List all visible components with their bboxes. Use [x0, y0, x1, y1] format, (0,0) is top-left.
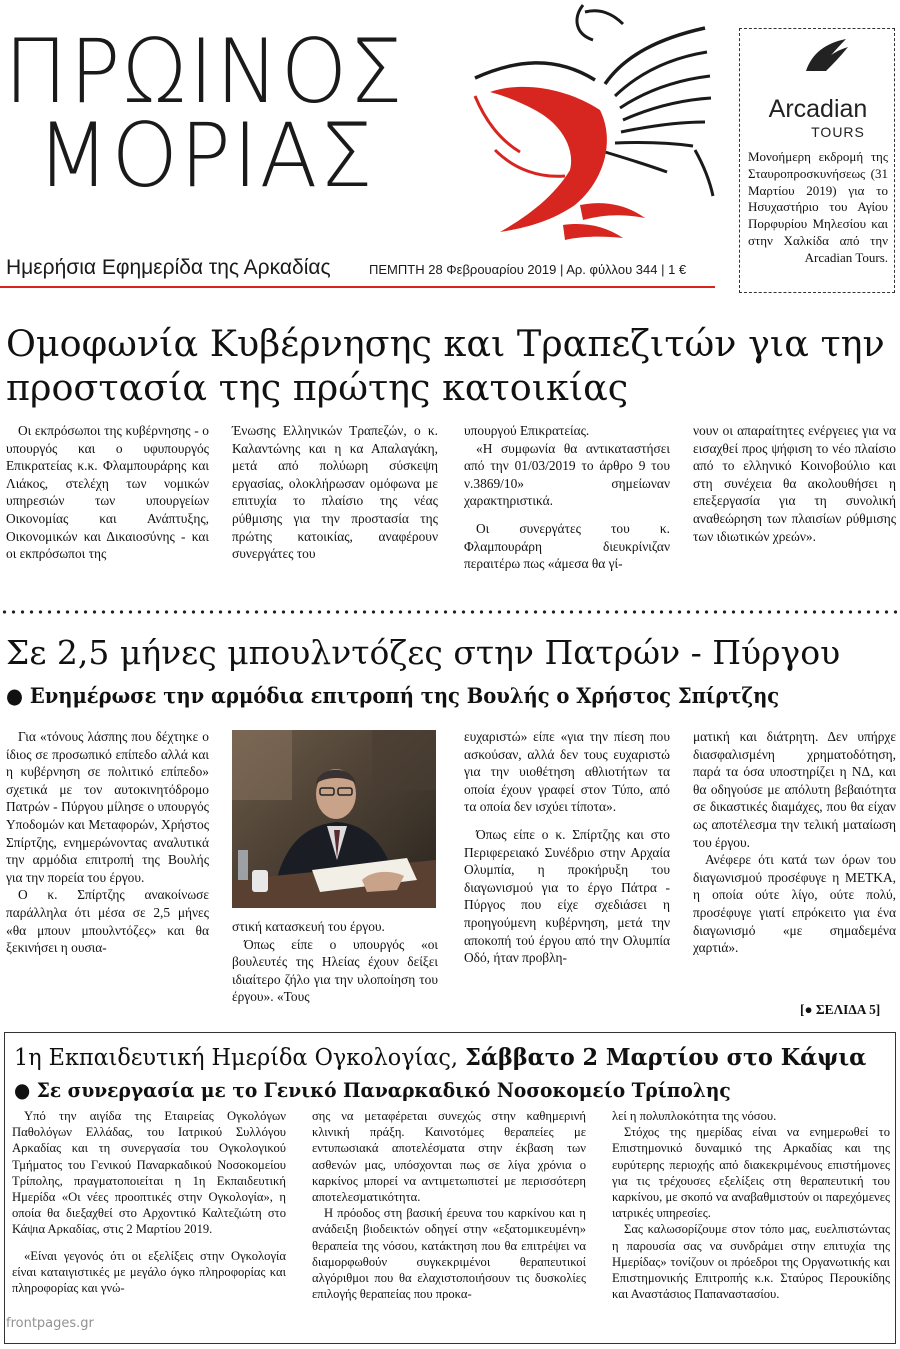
article1-col1: [6, 422, 209, 563]
article2-col1: [6, 728, 209, 957]
ad-brand-sub: TOURS: [811, 124, 865, 140]
article3-col3-a: λεί η πολυπλοκότητα της νόσου.: [612, 1109, 777, 1123]
article3-col3-c: Σας καλωσορίζουμε στον τόπο μας, ευελπιστώντας η παρουσία σας να συνδράμει στην επιτυχία της Ημερίδας» τονίζουν οι πρόεδροι της Οργανωτικής και Επιστημονικής Επιτροπής κ.κ. Σταύρος Περουκίδης και Αναστάσιος Παπαναστασίου.: [612, 1222, 890, 1302]
article3-col3: [612, 1108, 890, 1302]
ad-brand: Arcadian: [768, 95, 868, 123]
article2-col3: [464, 728, 670, 967]
arcadian-leaf-icon: [802, 37, 850, 73]
article3-headline: [14, 1040, 866, 1074]
masthead-title-line1: ΠΡΩΙΝΟΣ: [4, 20, 405, 123]
ad-text: Μονοήμερη εκδρομή της Σταυροπροσκυνήσεως (31 Μαρτίου 2019) για το Ησυχαστήριο του Αγίου Πορφυρίου Μηλεσίου και στην Χαλκίδα από την Arcadian Tours.: [748, 149, 888, 265]
article1-col1-text: Οι εκπρόσωποι της κυβέρνησης - ο υπουργός και ο υφυπουργός Επικρατείας κ.κ. Φλαμπουράρης και Λιάκος, στελέχη των νομικών υπηρεσιών των υπουργείων Οικονομίας και Ανάπτυξης, Οικονομικών και Δικαιοσύνης - και οι εκπρόσωποι της: [6, 423, 209, 562]
article3-headline-part2: Σάββατο 2 Μαρτίου στο Κάψια: [465, 1043, 867, 1071]
article2-headline: Σε 2,5 μήνες μπουλντόζες στην Πατρών - Πύργου: [6, 633, 841, 672]
article1-col2-text: Ένωσης Ελληνικών Τραπεζών, ο κ. Καλαντώνης και η κα Απαλαγάκη, μετά από πολύωρη σύσκεψη εργασίας, ολοκλήρωσαν ομόφωνα με επιτυχία το πλαίσιο της νέας ρύθμισης για την προστασία της πρώτης κατοικίας, αναφέρουν συνεργάτες του: [232, 423, 438, 562]
article3-col2-b: Η πρόοδος στη βασική έρευνα του καρκίνου και η ανάδειξη βιοδεικτών οδηγεί στην «εξατομικευμένη» θεραπεία της νόσου, κατάκτηση που θα επιτρέψει να διαμορφωθούν συγκεκριμένοι θεραπευτικοί αλγόριθμοι που θα ελαχιστοποιήσουν τις δυσκολίες επιλογής θεραπείας που προκα-: [312, 1206, 586, 1302]
article3-headline-part1: 1η Εκπαιδευτική Ημερίδα Ογκολογίας,: [14, 1043, 466, 1071]
article1-col4: [693, 422, 896, 545]
bird-logo-icon: [455, 0, 725, 245]
article2-subheadline: ● Ενημέρωσε την αρμόδια επιτροπή της Βουλής ο Χρήστος Σπίρτζης: [6, 683, 780, 708]
frontpages-watermark: frontpages.gr: [6, 1316, 94, 1331]
article3-col2: [312, 1108, 586, 1302]
article2-col1-a: Για «τόνους λάσπης που δέχτηκε ο ίδιος σε προσωπικό επίπεδο αλλά και η κυβέρνηση σε πολιτικό επίπεδο» σχετικά με τον αυτοκινητόδρομο Πατρών - Πύργου μίλησε ο υπουργός Υποδομών και Μεταφορών, Χρήστος Σπίρτζης, ενημερώνοντας αναλυτικά την αρμόδια επιτροπή της Βουλής για την πορεία του έργου.: [6, 729, 209, 885]
arcadian-tours-ad[interactable]: [739, 28, 895, 293]
article3-col2-a: σης να μεταφέρεται συνεχώς στην καθημερινή κλινική πράξη. Καινοτόμες θεραπείες με εντυπωσιακά αποτελέσματα στην έκβαση των ασθενών μας, υπόσχονται πως σε λίγα χρόνια ο καρκίνος μπορεί να αντιμετωπιστεί με περισσότερη αποτελεσματικότητα.: [312, 1109, 586, 1205]
minister-photo: [232, 730, 436, 908]
dotted-divider: [0, 610, 900, 614]
article1-col3-c: Οι συνεργάτες του κ. Φλαμπουράρη διευκρίνιζαν περαιτέρω πως «άμεσα θα γί-: [464, 520, 670, 572]
article1-col3: [464, 422, 670, 573]
masthead-title-line2: ΜΟΡΙΑΣ: [36, 104, 375, 207]
masthead-subtitle: Ημερήσια Εφημερίδα της Αρκαδίας: [6, 256, 331, 279]
masthead-red-rule: [0, 286, 715, 288]
article2-page-ref[interactable]: [● ΣΕΛΙΔΑ 5]: [800, 1002, 881, 1017]
article2-col2-b: Όπως είπε ο υπουργός «οι βουλευτές της Ηλείας έχουν δείξει ιδιαίτερο ζήλο για την υλοποίηση του έργου». «Τους: [232, 936, 438, 1005]
issue-info: ΠΕΜΠΤΗ 28 Φεβρουαρίου 2019 | Αρ. φύλλου 344 | 1 €: [369, 262, 687, 277]
article2-col4: [693, 728, 896, 957]
article1-col2: [232, 422, 438, 563]
article2-col3-b: Όπως είπε ο κ. Σπίρτζης και στο Περιφερειακό Συνέδριο στην Αρχαία Ολυμπία, η προκήρυξη του διαγωνισμού για το έργο Πάτρα - Πύργος που είχε σχεδιάσει η προηγούμενη κυβέρνηση, μετά την αποκοπή τού έργου από την Ολυμπία Οδό, ήταν προβλη-: [464, 826, 670, 966]
article3-col1-b: «Είναι γεγονός ότι οι εξελίξεις στην Ογκολογία είναι καταιγιστικές με μεγάλο όγκο πληροφορίας και πληροφορίας και γνώ-: [12, 1248, 286, 1296]
article1-col3-a: υπουργού Επικρατείας.: [464, 423, 590, 438]
article2-col1-b: Ο κ. Σπίρτζης ανακοίνωσε παράλληλα ότι μέσα σε 2,5 μήνες «θα μπουν μπουλντόζες» και θα ξεκινήσει η ουσια-: [6, 887, 209, 956]
article3-col3-b: Στόχος της ημερίδας είναι να ενημερωθεί το Επιστημονικό δυναμικό της Αρκαδίας και της ευρύτερης περιοχής από διακεκριμένους επιστήμονες για τις τρέχουσες εξελίξεις στη θεραπευτική του καρκίνου, με σκοπό να αναβαθμιστούν οι παρεχόμενες ιατρικές υπηρεσίες.: [612, 1125, 890, 1221]
article3-col1-a: Υπό την αιγίδα της Εταιρείας Ογκολόγων Παθολόγων Ελλάδας, του Ιατρικού Συλλόγου Αρκαδίας και τη συνεργασία του Ογκολογικού Τμήματος του Γενικού Παναρκαδικού Νοσοκομείου Τρίπολης, πραγματοποιείται η 1η Εκπαιδευτική Ημερίδα «Οι νέες προοπτικές στην Ογκολογία», η οποία θα διεξαχθεί στο Αρχοντικό Καλτεζιώτη στο Κάψια Αρκαδίας, στις 2 Μαρτίου 2019.: [12, 1109, 286, 1237]
article2-col2-a: στική κατασκευή του έργου.: [232, 919, 385, 934]
article3-subheadline: ● Σε συνεργασία με το Γενικό Παναρκαδικό Νοσοκομείο Τρίπολης: [14, 1078, 731, 1102]
article1-headline: [6, 322, 900, 410]
minister-photo-image: [232, 730, 436, 908]
article2-col2: [232, 918, 438, 1006]
article2-col3-a: ευχαριστώ» είπε «για την πίεση που ασκούσαν, αλλά δεν τους ευχαριστώ για την υιοθέτηση αθλιοτήτων τα οποία έχουν γραφεί στον Τύπο, από τα οποία δεν ισχύει τίποτα».: [464, 729, 670, 815]
article2-col4-a: ματική και διάτρητη. Δεν υπήρχε διασφαλισμένη χρηματοδότηση, παρά τα όσα υποστηρίζει η ΝΔ, και θα οδηγούσε με απόλυτη βεβαιότητα σε δικαστικές διαμάχες, που θα είχαν ως αποτέλεσμα την τελική ματαίωση του έργου.: [693, 729, 896, 850]
masthead-title: [4, 20, 405, 207]
article3-col1: [12, 1108, 286, 1296]
article1-col3-b: «Η συμφωνία θα αντικαταστήσει από την 01/03/2019 το άρθρο 9 του ν.3869/10» σημείωναν χαρακτηριστικά.: [464, 440, 670, 509]
article1-headline-line2: προστασία της πρώτης κατοικίας: [6, 366, 629, 409]
article1-headline-line1: Ομοφωνία Κυβέρνησης και Τραπεζιτών για την: [6, 322, 885, 365]
article1-col4-text: νουν οι απαραίτητες ενέργειες για να εισαχθεί προς ψήφιση το νέο πλαίσιο από το ελληνικό Κοινοβούλιο και στη συνέχεια θα ακολουθήσει η επεξεργασία για τη συνολική αναθεώρηση των πλαισίων ρύθμισης των ιδιωτικών χρεών».: [693, 423, 896, 544]
article2-col4-b: Ανέφερε ότι κατά των όρων του διαγωνισμού προσέφυγε η ΜΕΤΚΑ, η οποία ούτε λίγο, ούτε πολύ, προσέφυγε γιατί επρόκειτο για ένα διαγωνισμό «με σημαδεμένα χαρτιά».: [693, 852, 896, 956]
